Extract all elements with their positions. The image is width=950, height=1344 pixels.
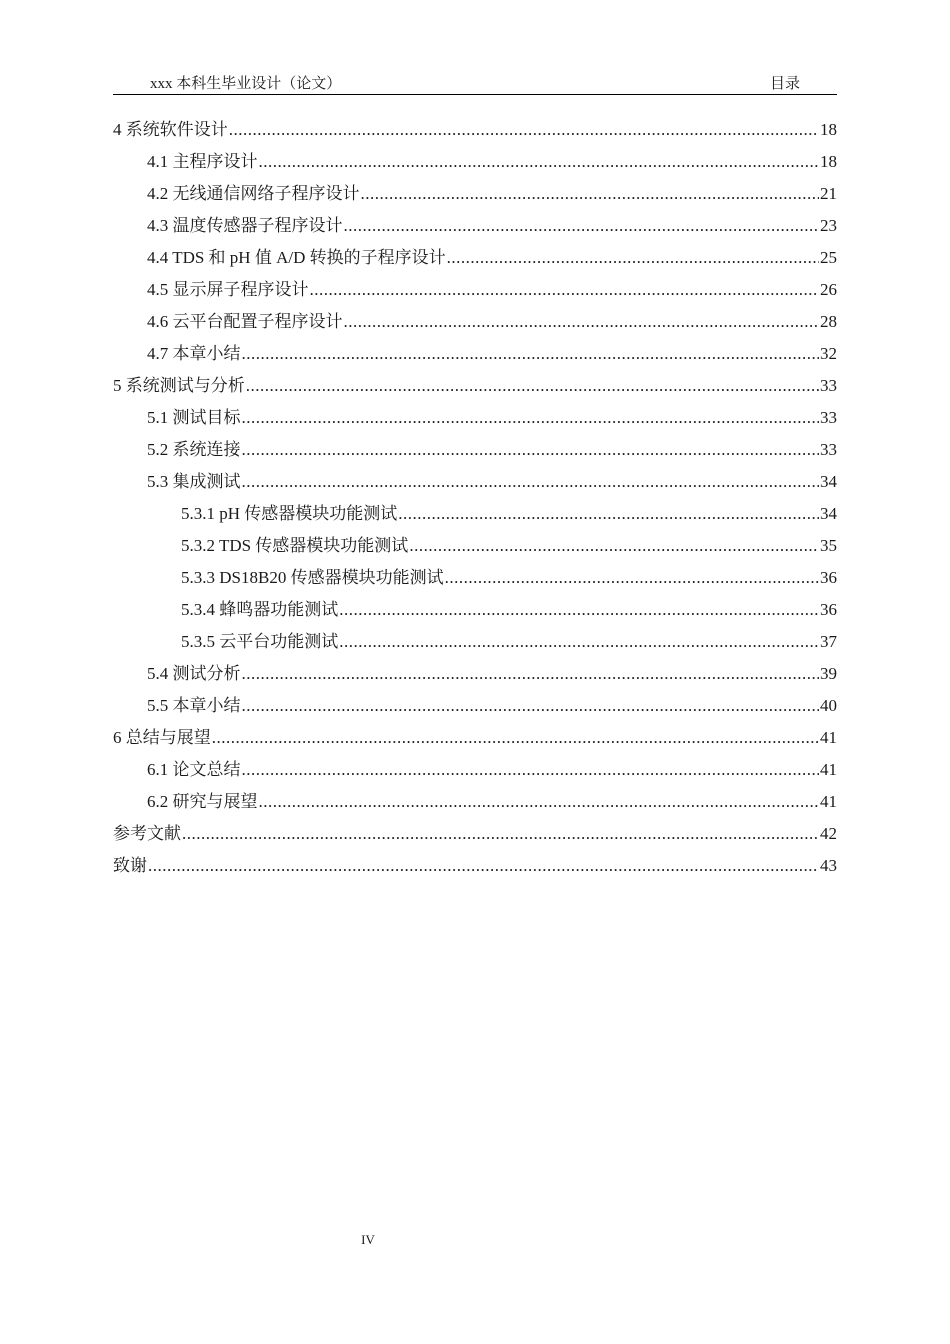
toc-entry-label: 6.2 研究与展望 bbox=[147, 792, 258, 811]
header-section: 目录 bbox=[769, 76, 800, 92]
toc-entry-page: 32 bbox=[820, 344, 837, 363]
toc-entry-label: 4.1 主程序设计 bbox=[147, 152, 258, 171]
toc-entry[interactable] bbox=[113, 498, 837, 530]
toc-entry[interactable] bbox=[113, 466, 837, 498]
toc-entry-page: 39 bbox=[820, 664, 837, 683]
toc-entry-label: 5.1 测试目标 bbox=[147, 408, 241, 427]
toc-entry-label: 4 系统软件设计 bbox=[113, 120, 228, 139]
toc-leader-dots bbox=[242, 658, 820, 690]
toc-entry[interactable] bbox=[113, 626, 837, 658]
toc-entry-page: 42 bbox=[820, 824, 837, 843]
toc-entry[interactable] bbox=[113, 146, 837, 178]
toc-entry-page: 43 bbox=[820, 856, 837, 875]
page-number: IV bbox=[361, 1232, 375, 1247]
toc-entry-label: 4.3 温度传感器子程序设计 bbox=[147, 216, 343, 235]
toc-leader-dots bbox=[242, 402, 820, 434]
toc-entry-page: 37 bbox=[820, 632, 837, 651]
toc-entry[interactable] bbox=[113, 178, 837, 210]
toc-entry-label: 5.3.4 蜂鸣器功能测试 bbox=[181, 600, 339, 619]
toc-entry-label: 5.3.3 DS18B20 传感器模块功能测试 bbox=[181, 568, 444, 587]
header-title: xxx 本科生毕业设计（论文） bbox=[150, 76, 342, 92]
toc-leader-dots bbox=[409, 530, 819, 562]
toc-entry-label: 4.6 云平台配置子程序设计 bbox=[147, 312, 343, 331]
toc-entry-label: 4.5 显示屏子程序设计 bbox=[147, 280, 309, 299]
toc-leader-dots bbox=[344, 210, 820, 242]
toc-entry-label: 6.1 论文总结 bbox=[147, 760, 241, 779]
toc-entry-page: 34 bbox=[820, 472, 837, 491]
toc-entry-label: 5.2 系统连接 bbox=[147, 440, 241, 459]
toc-leader-dots bbox=[361, 178, 820, 210]
toc-entry[interactable] bbox=[113, 434, 837, 466]
toc-entry-page: 34 bbox=[820, 504, 837, 523]
toc-entry-page: 18 bbox=[820, 152, 837, 171]
toc-leader-dots bbox=[339, 626, 819, 658]
toc-leader-dots bbox=[259, 146, 820, 178]
toc-entry-label: 5.3.1 pH 传感器模块功能测试 bbox=[181, 504, 398, 523]
toc-entry[interactable] bbox=[113, 754, 837, 786]
toc-entry-label: 5.5 本章小结 bbox=[147, 696, 241, 715]
toc-entry[interactable] bbox=[113, 818, 837, 850]
toc-entry-page: 41 bbox=[820, 760, 837, 779]
toc-entry[interactable] bbox=[113, 274, 837, 306]
toc-leader-dots bbox=[259, 786, 820, 818]
toc-entry-page: 41 bbox=[820, 728, 837, 747]
toc-leader-dots bbox=[242, 434, 820, 466]
toc-entry[interactable] bbox=[113, 690, 837, 722]
toc-leader-dots bbox=[310, 274, 820, 306]
toc-entry[interactable] bbox=[113, 850, 837, 882]
toc-entry-page: 33 bbox=[820, 440, 837, 459]
toc-entry-label: 6 总结与展望 bbox=[113, 728, 211, 747]
toc-leader-dots bbox=[242, 466, 820, 498]
toc-leader-dots bbox=[182, 818, 819, 850]
toc-entry-label: 5.4 测试分析 bbox=[147, 664, 241, 683]
toc-entry-page: 33 bbox=[820, 376, 837, 395]
toc-leader-dots bbox=[339, 594, 819, 626]
toc-entry[interactable] bbox=[113, 338, 837, 370]
toc-entry[interactable] bbox=[113, 370, 837, 402]
toc-entry-page: 36 bbox=[820, 568, 837, 587]
toc-entry-page: 35 bbox=[820, 536, 837, 555]
toc-entry-label: 致谢 bbox=[113, 856, 147, 875]
toc-entry-page: 21 bbox=[820, 184, 837, 203]
toc-entry[interactable] bbox=[113, 658, 837, 690]
toc-entry-label: 4.2 无线通信网络子程序设计 bbox=[147, 184, 360, 203]
toc-entry[interactable] bbox=[113, 114, 837, 146]
toc-entry[interactable] bbox=[113, 594, 837, 626]
toc-entry-page: 41 bbox=[820, 792, 837, 811]
toc-entry[interactable] bbox=[113, 722, 837, 754]
toc-leader-dots bbox=[242, 754, 820, 786]
toc-entry-page: 28 bbox=[820, 312, 837, 331]
toc-leader-dots bbox=[398, 498, 819, 530]
toc-entry[interactable] bbox=[113, 562, 837, 594]
page-header bbox=[113, 72, 837, 95]
toc-entry-page: 36 bbox=[820, 600, 837, 619]
toc-entry-label: 4.7 本章小结 bbox=[147, 344, 241, 363]
toc-leader-dots bbox=[447, 242, 819, 274]
toc-entry-label: 参考文献 bbox=[113, 824, 181, 843]
toc-entry-label: 5 系统测试与分析 bbox=[113, 376, 245, 395]
toc-leader-dots bbox=[229, 114, 819, 146]
toc-entry[interactable] bbox=[113, 210, 837, 242]
toc-entry-page: 40 bbox=[820, 696, 837, 715]
toc-entry-page: 26 bbox=[820, 280, 837, 299]
toc-leader-dots bbox=[242, 690, 820, 722]
toc-entry-label: 5.3 集成测试 bbox=[147, 472, 241, 491]
toc-entry[interactable] bbox=[113, 530, 837, 562]
toc-leader-dots bbox=[344, 306, 820, 338]
toc-entry-page: 33 bbox=[820, 408, 837, 427]
toc-entry[interactable] bbox=[113, 242, 837, 274]
toc-leader-dots bbox=[246, 370, 819, 402]
toc-entry[interactable] bbox=[113, 402, 837, 434]
toc-entry-page: 18 bbox=[820, 120, 837, 139]
table-of-contents bbox=[113, 114, 837, 882]
toc-entry-page: 25 bbox=[820, 248, 837, 267]
toc-leader-dots bbox=[242, 338, 820, 370]
toc-entry[interactable] bbox=[113, 306, 837, 338]
toc-leader-dots bbox=[148, 850, 819, 882]
toc-leader-dots bbox=[212, 722, 819, 754]
toc-entry-label: 5.3.5 云平台功能测试 bbox=[181, 632, 339, 651]
toc-entry-label: 5.3.2 TDS 传感器模块功能测试 bbox=[181, 536, 409, 555]
toc-entry-label: 4.4 TDS 和 pH 值 A/D 转换的子程序设计 bbox=[147, 248, 446, 267]
toc-entry[interactable] bbox=[113, 786, 837, 818]
toc-entry-page: 23 bbox=[820, 216, 837, 235]
toc-leader-dots bbox=[445, 562, 819, 594]
